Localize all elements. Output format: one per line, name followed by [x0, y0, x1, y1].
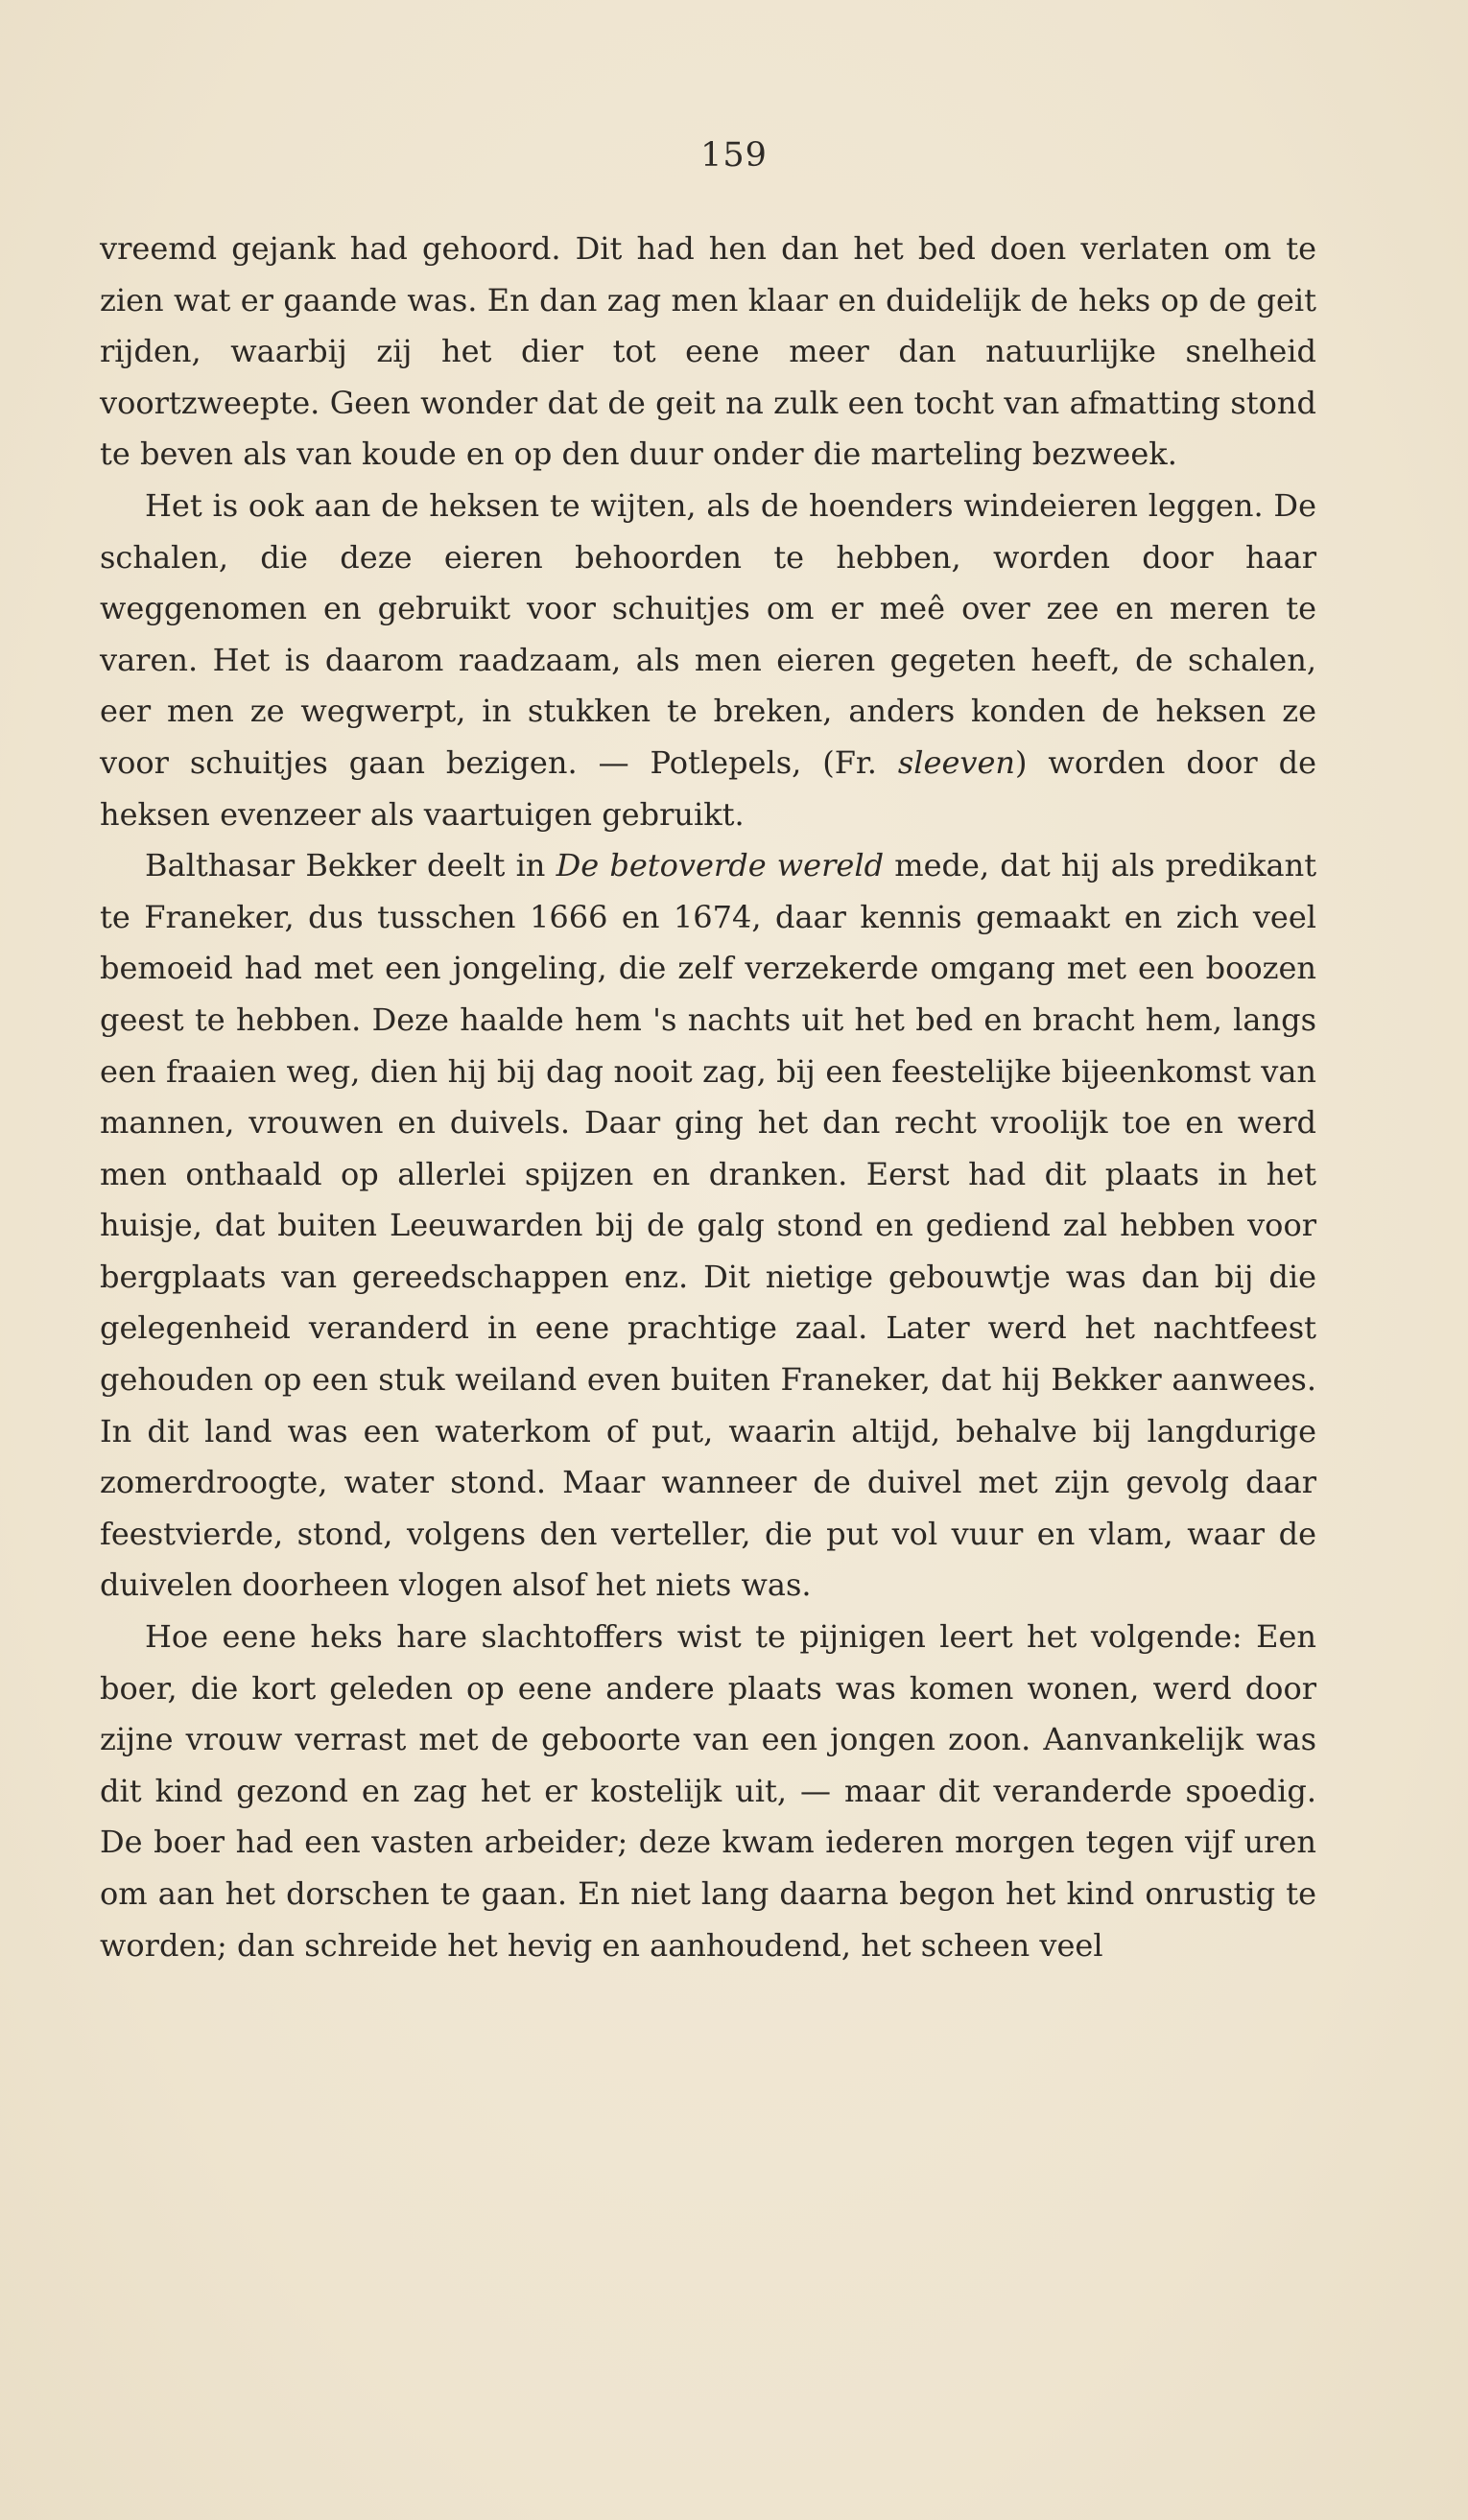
paragraph-3-text-after: mede, dat hij als predikant te Franeker, dus tusschen 1666 en 1674, daar kennis gemaakt en zich veel bemoeid had met een jongeling, die zelf verzekerde omgang met een boozen geest te hebben. Deze haalde hem 's nachts uit het bed en bracht hem, langs een fraaien weg, dien hij bij dag nooit zag, bij een feestelijke bijeenkomst van mannen, vrouwen en duivels. Daar ging het dan recht vroolijk toe en werd men onthaald op allerlei spijzen en dranken. Eerst had dit plaats in het huisje, dat buiten Leeuwarden bij de galg stond en gediend zal hebben voor bergplaats van gereedschappen enz. Dit nietige gebouwtje was dan bij die gelegenheid veranderd in eene prachtige zaal. Later werd het nachtfeest gehouden op een stuk weiland even buiten Franeker, dat hij Bekker aanwees. In dit land was een waterkom of put, waarin altijd, behalve bij langdurige zomerdroogte, water stond. Maar wanneer de duivel met zijn gevolg daar feestvierde, stond, volgens den verteller, die put vol vuur en vlam, waar de duivelen doorheen vlogen alsof het niets was.: [100, 847, 1317, 1604]
paragraph-3-italic: De betoverde wereld: [556, 847, 885, 884]
paragraph-2: [100, 481, 1316, 840]
paragraph-3-text: Balthasar Bekker deelt in: [145, 847, 546, 884]
paragraph-2-text: Het is ook aan de heksen te wijten, als de hoenders windeieren leggen. De schalen, die deze eieren behoorden te hebben, worden door haar weggenomen en gebruikt voor schuitjes om er meê over zee en meren te varen. Het is daarom raadzaam, als men eieren gegeten heeft, de schalen, eer men ze wegwerpt, in stukken te breken, anders konden de heksen ze voor schuitjes gaan bezigen. — Potlepels, (Fr.: [100, 486, 1316, 781]
page-number: 159: [700, 136, 768, 175]
paragraph-4: [100, 1612, 1316, 1971]
paragraph-2-italic: sleeven: [897, 743, 1015, 781]
paragraph-1-text: vreemd gejank had gehoord. Dit had hen dan het bed doen verlaten om te zien wat er gaande was. En dan zag men klaar en duidelijk de heks op de geit rijden, waarbij zij het dier tot eene meer dan natuurlijke snelheid voortzweepte. Geen wonder dat de geit na zulk een tocht van afmatting stond te beven als van koude en op den duur onder die marteling bezweek.: [100, 230, 1316, 473]
body-text: [100, 224, 1316, 1971]
paragraph-4-text: Hoe eene heks hare slachtoffers wist te pijnigen leert het volgende: Een boer, die kort geleden op eene andere plaats was komen wonen, werd door zijne vrouw verrast met de geboorte van een jongen zoon. Aanvankelijk was dit kind gezond en zag het er kostelijk uit, — maar dit veranderde spoedig. De boer had een vasten arbeider; deze kwam iederen morgen tegen vijf uren om aan het dorschen te gaan. En niet lang daarna begon het kind onrustig te worden; dan schreide het hevig en aanhoudend, het scheen veel: [100, 1618, 1316, 1964]
paragraph-2-text-after: ) worden door de heksen evenzeer als vaartuigen gebruikt.: [100, 743, 1317, 833]
paragraph-1: [100, 224, 1316, 481]
paragraph-3: [100, 840, 1316, 1612]
